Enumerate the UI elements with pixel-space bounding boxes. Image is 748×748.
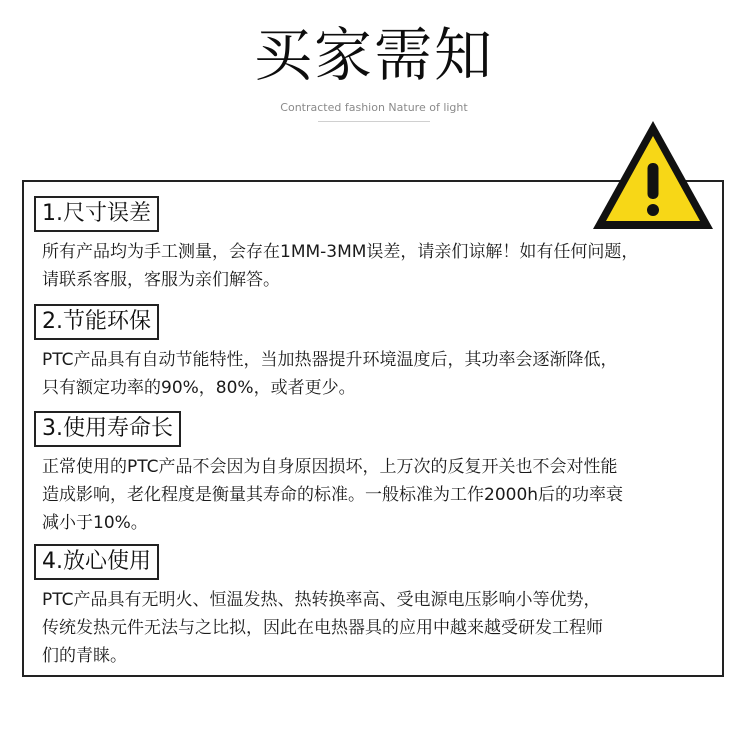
- section-heading-energy-saving: 2.节能环保: [34, 304, 159, 340]
- section-line: 减小于10%。: [42, 513, 148, 533]
- section-line: 们的青睐。: [42, 646, 127, 666]
- warning-triangle-icon: [590, 118, 716, 232]
- section-heading-long-life: 3.使用寿命长: [34, 411, 181, 447]
- section-line: 正常使用的PTC产品不会因为自身原因损坏，上万次的反复开关也不会对性能: [42, 457, 618, 477]
- section-line: PTC产品具有无明火、恒温发热、热转换率高、受电源电压影响小等优势，: [42, 590, 601, 610]
- section-line: 请联系客服，客服为亲们解答。: [42, 270, 280, 290]
- warning-exclamation-dot: [647, 204, 659, 216]
- warning-exclamation-bar: [648, 163, 659, 199]
- section-line: 只有额定功率的90%，80%，或者更少。: [42, 378, 356, 398]
- section-heading-size-error: 1.尺寸误差: [34, 196, 159, 232]
- section-line: 传统发热元件无法与之比拟，因此在电热器具的应用中越来越受研发工程师: [42, 618, 603, 638]
- section-body-safe-use: [42, 586, 714, 670]
- section-line: 所有产品均为手工测量，会存在1MM-3MM误差，请亲们谅解！如有任何问题，: [42, 242, 639, 262]
- subtitle-divider: [318, 121, 430, 122]
- section-line: PTC产品具有自动节能特性，当加热器提升环境温度后，其功率会逐渐降低，: [42, 350, 618, 370]
- section-body-size-error: [42, 238, 714, 294]
- section-heading-safe-use: 4.放心使用: [34, 544, 159, 580]
- section-body-energy-saving: [42, 346, 714, 402]
- page-title: 买家需知: [253, 21, 494, 89]
- section-line: 造成影响，老化程度是衡量其寿命的标准。一般标准为工作2000h后的功率衰: [42, 485, 624, 505]
- page-subtitle: Contracted fashion Nature of light: [280, 101, 468, 114]
- section-body-long-life: [42, 453, 714, 537]
